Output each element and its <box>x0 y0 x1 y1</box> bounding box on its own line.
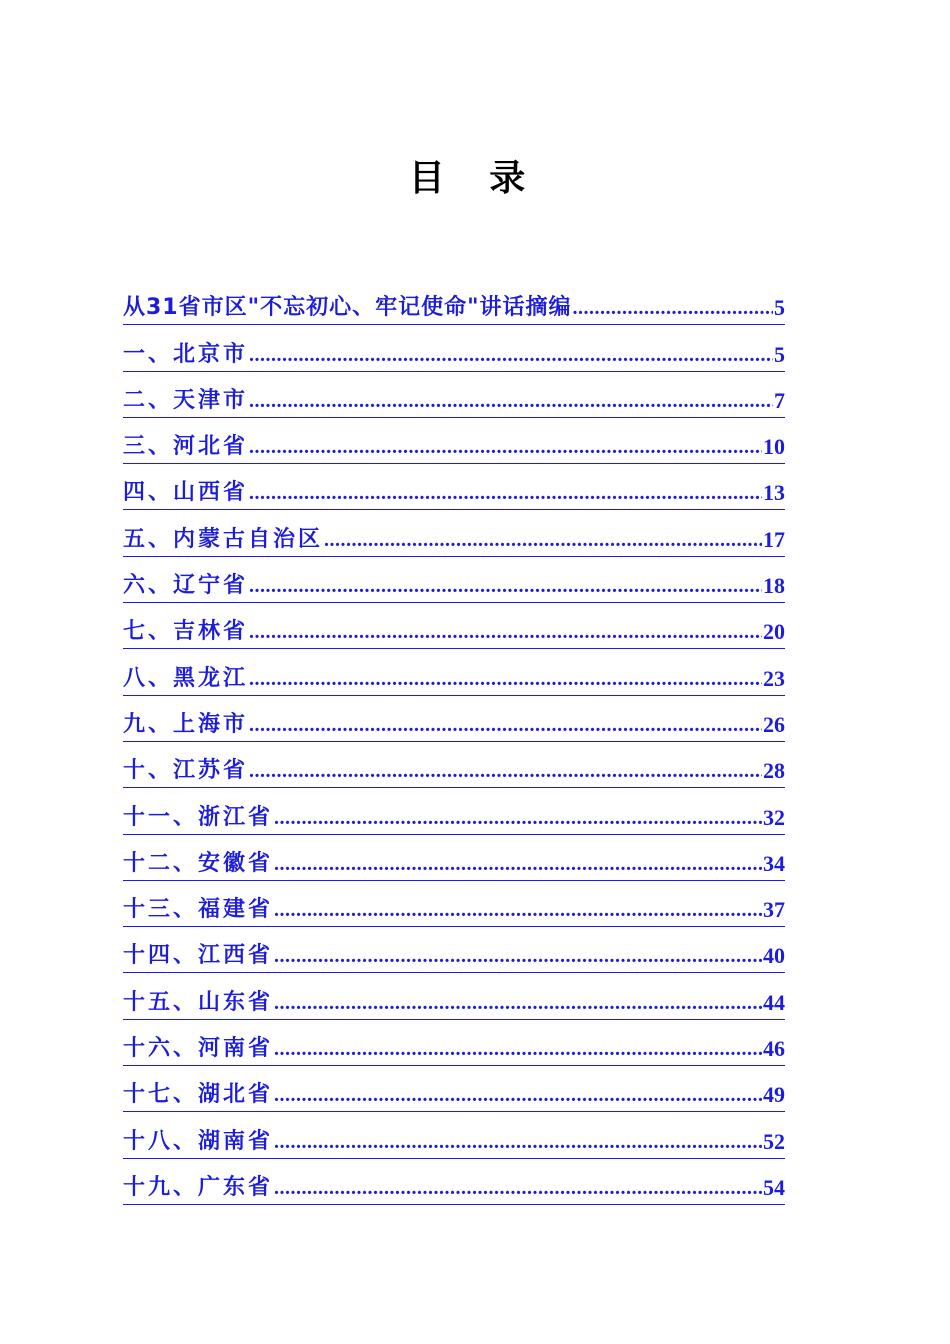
toc-entry-page: 20 <box>763 619 785 645</box>
toc-entry-fujian[interactable] <box>123 881 785 927</box>
toc-entry-label: 十三、福建省 <box>123 897 274 923</box>
toc-leader-dots <box>249 387 773 415</box>
toc-leader-dots <box>249 618 762 646</box>
toc-entry-label: 五、内蒙古自治区 <box>123 526 324 552</box>
toc-entry-anhui[interactable] <box>123 835 785 881</box>
toc-leader-dots <box>249 757 762 785</box>
toc-entry-guangdong[interactable] <box>123 1159 785 1205</box>
toc-entry-label: 一、北京市 <box>123 341 249 367</box>
toc-leader-dots <box>274 896 762 924</box>
toc-leader-dots <box>274 804 762 832</box>
toc-leader-dots <box>249 572 762 600</box>
toc-entry-shandong[interactable] <box>123 973 785 1019</box>
toc-entry-page: 54 <box>763 1174 785 1200</box>
toc-entry-page: 26 <box>763 711 785 737</box>
toc-entry-page: 5 <box>774 341 785 367</box>
toc-leader-dots <box>274 1128 762 1156</box>
toc-entry-page: 40 <box>763 943 785 969</box>
toc-entry-label: 十八、湖南省 <box>123 1128 274 1154</box>
toc-leader-dots <box>274 1035 762 1063</box>
toc-entry-label: 十五、山东省 <box>123 989 274 1015</box>
toc-leader-dots <box>249 433 762 461</box>
toc-entry-jiangxi[interactable] <box>123 927 785 973</box>
toc-entry-label: 三、河北省 <box>123 434 249 460</box>
toc-entry-page: 37 <box>763 897 785 923</box>
toc-entry-inner-mongolia[interactable] <box>123 510 785 556</box>
toc-leader-dots <box>274 1081 762 1109</box>
toc-entry-shanxi[interactable] <box>123 464 785 510</box>
toc-entry-label: 十六、河南省 <box>123 1036 274 1062</box>
page-title: 目 录 <box>408 158 542 199</box>
toc-entry-shanghai[interactable] <box>123 696 785 742</box>
toc-entry-page: 5 <box>774 295 785 321</box>
toc-entry-zhejiang[interactable] <box>123 788 785 834</box>
toc-leader-dots <box>274 850 762 878</box>
toc-entry-page: 7 <box>774 387 785 413</box>
toc-entry-page: 18 <box>763 573 785 599</box>
toc-entry-label: 九、上海市 <box>123 711 249 737</box>
toc-leader-dots <box>249 711 762 739</box>
toc-entry-label: 四、山西省 <box>123 480 249 506</box>
toc-entry-hubei[interactable] <box>123 1066 785 1112</box>
toc-leader-dots <box>573 294 773 322</box>
toc-leader-dots <box>274 1174 762 1202</box>
toc-entry-jiangsu[interactable] <box>123 742 785 788</box>
toc-entry-label: 十二、安徽省 <box>123 850 274 876</box>
toc-entry-label: 六、辽宁省 <box>123 573 249 599</box>
toc-entry-intro[interactable] <box>123 279 785 325</box>
toc-entry-jilin[interactable] <box>123 603 785 649</box>
toc-entry-page: 46 <box>763 1036 785 1062</box>
toc-entry-label: 十七、湖北省 <box>123 1082 274 1108</box>
toc-leader-dots <box>249 341 773 369</box>
table-of-contents <box>123 279 785 1205</box>
toc-entry-page: 52 <box>763 1128 785 1154</box>
toc-entry-page: 10 <box>763 434 785 460</box>
toc-entry-label: 十四、江西省 <box>123 943 274 969</box>
toc-entry-page: 32 <box>763 804 785 830</box>
toc-entry-label: 十一、浙江省 <box>123 804 274 830</box>
toc-entry-label: 二、天津市 <box>123 387 249 413</box>
toc-leader-dots <box>274 989 762 1017</box>
toc-entry-page: 13 <box>763 480 785 506</box>
toc-entry-page: 44 <box>763 989 785 1015</box>
toc-entry-page: 23 <box>763 665 785 691</box>
toc-entry-page: 17 <box>763 526 785 552</box>
toc-entry-hebei[interactable] <box>123 418 785 464</box>
toc-entry-heilongjiang[interactable] <box>123 649 785 695</box>
toc-entry-label: 十、江苏省 <box>123 758 249 784</box>
toc-entry-label: 八、黑龙江 <box>123 665 249 691</box>
toc-leader-dots <box>249 665 762 693</box>
toc-entry-liaoning[interactable] <box>123 557 785 603</box>
toc-entry-henan[interactable] <box>123 1020 785 1066</box>
toc-entry-label: 十九、广东省 <box>123 1174 274 1200</box>
toc-leader-dots <box>324 526 762 554</box>
toc-entry-label: 从31省市区"不忘初心、牢记使命"讲话摘编 <box>123 295 572 321</box>
toc-entry-label: 七、吉林省 <box>123 619 249 645</box>
toc-entry-page: 49 <box>763 1082 785 1108</box>
toc-entry-beijing[interactable] <box>123 325 785 371</box>
toc-entry-hunan[interactable] <box>123 1112 785 1158</box>
toc-leader-dots <box>274 942 762 970</box>
toc-entry-tianjin[interactable] <box>123 372 785 418</box>
toc-entry-page: 34 <box>763 850 785 876</box>
toc-entry-page: 28 <box>763 758 785 784</box>
toc-leader-dots <box>249 479 762 507</box>
